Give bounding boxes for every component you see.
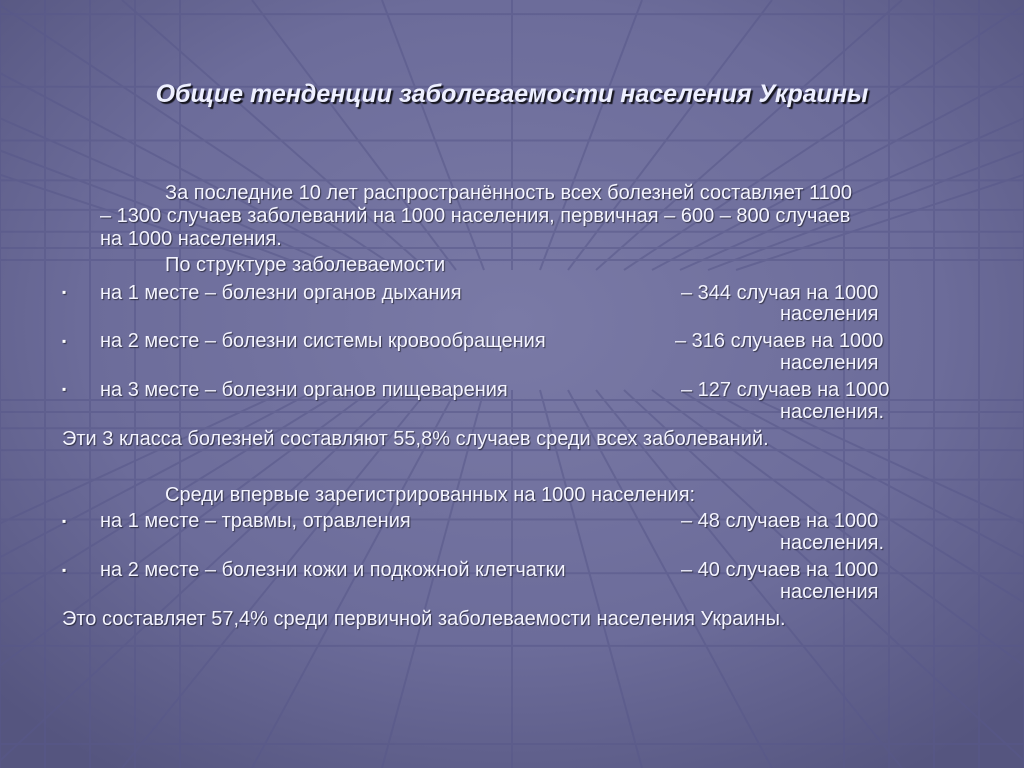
- primary-summary: Это составляет 57,4% среди первичной заболеваемости населения Украины.: [62, 608, 786, 630]
- slide-title: Общие тенденции заболеваемости населения Украины: [155, 80, 869, 108]
- structure-item-2-unit: населения: [780, 352, 879, 374]
- bullet-icon: ▪: [62, 563, 67, 577]
- bullet-icon: ▪: [62, 334, 67, 348]
- intro-line-1: За последние 10 лет распространённость всех болезней составляет 1100: [165, 182, 852, 204]
- structure-item-1-unit: населения: [780, 303, 879, 325]
- structure-item-2-label: на 2 месте – болезни системы кровообращения: [100, 330, 546, 352]
- structure-item-3-unit: населения.: [780, 401, 885, 423]
- structure-item-2-value: – 316 случаев на 1000: [675, 330, 884, 352]
- structure-item-1-value: – 344 случая на 1000: [681, 282, 879, 304]
- structure-item-3-value: – 127 случаев на 1000: [681, 379, 890, 401]
- structure-item-3-label: на 3 месте – болезни органов пищеварения: [100, 379, 508, 401]
- bullet-icon: ▪: [62, 514, 67, 528]
- primary-item-2-label: на 2 месте – болезни кожи и подкожной клетчатки: [100, 559, 566, 581]
- primary-item-1-label: на 1 месте – травмы, отравления: [100, 510, 411, 532]
- intro-line-2: – 1300 случаев заболеваний на 1000 населения, первичная – 600 – 800 случаев: [100, 205, 851, 227]
- bullet-icon: ▪: [62, 285, 67, 299]
- structure-summary: Эти 3 класса болезней составляют 55,8% случаев среди всех заболеваний.: [62, 428, 769, 450]
- primary-item-1-unit: населения.: [780, 532, 885, 554]
- bullet-icon: ▪: [62, 382, 67, 396]
- intro-line-3: на 1000 населения.: [100, 228, 282, 250]
- primary-item-1-value: – 48 случаев на 1000: [681, 510, 879, 532]
- structure-item-1-label: на 1 месте – болезни органов дыхания: [100, 282, 462, 304]
- primary-item-2-value: – 40 случаев на 1000: [681, 559, 879, 581]
- structure-heading: По структуре заболеваемости: [165, 254, 446, 276]
- primary-item-2-unit: населения: [780, 581, 879, 603]
- primary-heading: Среди впервые зарегистрированных на 1000 населения:: [165, 484, 696, 506]
